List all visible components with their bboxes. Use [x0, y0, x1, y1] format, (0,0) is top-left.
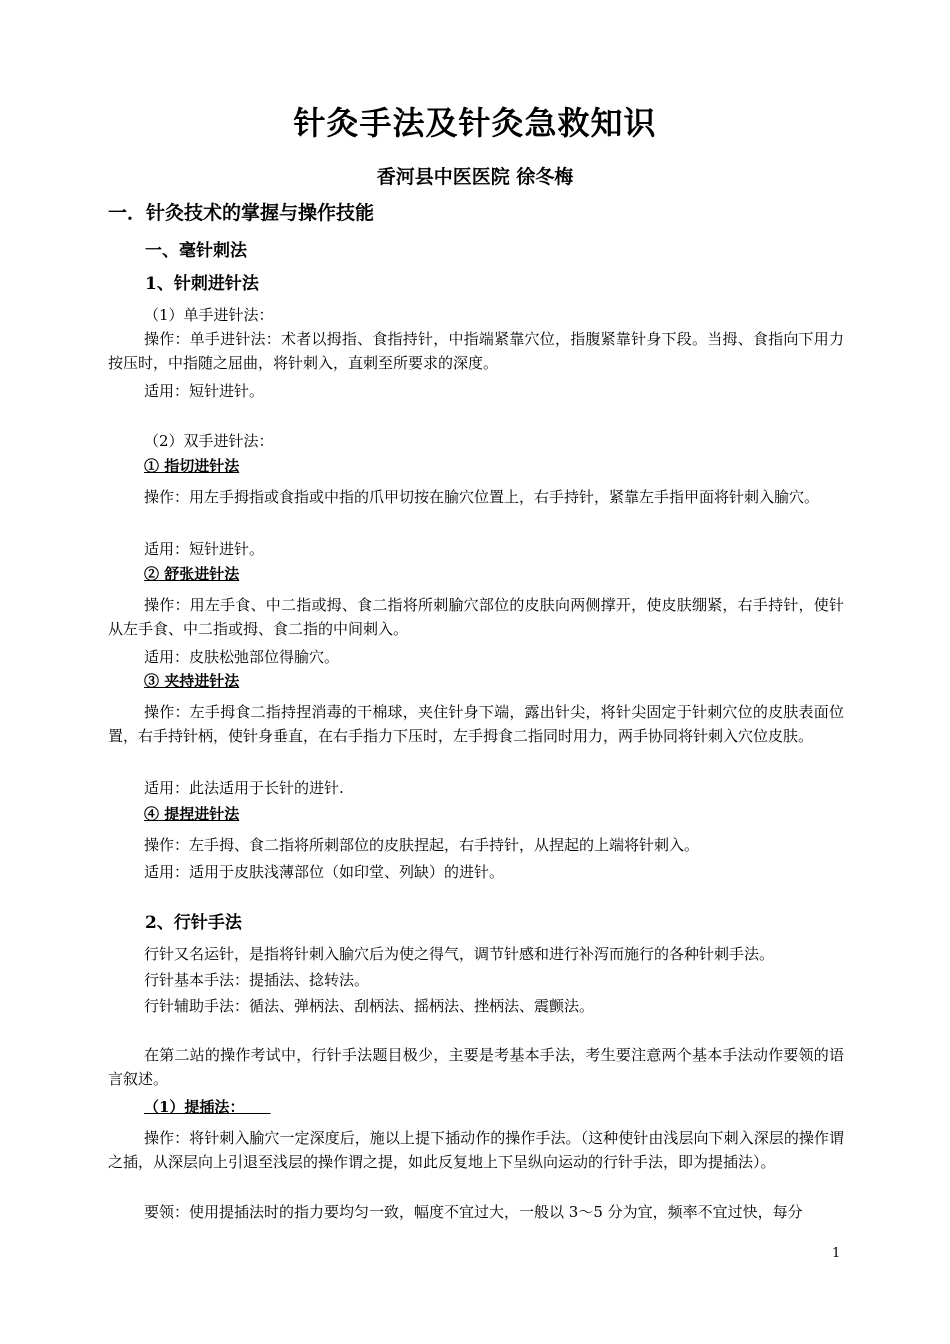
exam-note: 在第二站的操作考试中，行针手法题目极少，主要是考基本手法，考生要注意两个基本手法动作要领的语言叙述。 [108, 1046, 844, 1088]
single-hand-operation: 操作：单手进针法：术者以拇指、食指持针，中指端紧靠穴位，指腹紧靠针身下段。当拇、食指向下用力按压时，中指随之屈曲，将针刺入，直刺至所要求的深度。 [108, 330, 844, 372]
method-title-zhiqie: ① 指切进针法 [144, 457, 240, 475]
single-hand-usage: 适用：短针进针。 [144, 382, 265, 400]
page-number: 1 [832, 1246, 841, 1261]
method-title-shuzhang: ② 舒张进针法 [144, 565, 240, 583]
xingzhen-auxiliary: 行针辅助手法：循法、弹柄法、刮柄法、摇柄法、挫柄法、震颤法。 [144, 997, 595, 1015]
tichu-heading [144, 1096, 271, 1117]
method-operation-zhiqie: 操作：用左手拇指或食指或中指的爪甲切按在腧穴位置上，右手持针，紧靠左手指甲面将针刺入腧穴。 [144, 488, 820, 506]
method-usage-tinie: 适用：适用于皮肤浅薄部位（如印堂、列缺）的进针。 [144, 863, 505, 881]
method-operation-jiachi: 操作：左手拇食二指持捏消毒的干棉球，夹住针身下端，露出针尖，将针尖固定于针刺穴位的皮肤表面位置，右手持针柄，使针身垂直，在右手指力下压时，左手拇食二指同时用力，两手协同将针刺入穴位皮肤。 [108, 703, 844, 745]
method-usage-shuzhang: 适用：皮肤松弛部位得腧穴。 [144, 648, 340, 666]
section-heading-1: 一．针灸技术的掌握与操作技能 [108, 202, 375, 224]
single-hand-heading: （1）单手进针法： [144, 306, 274, 324]
double-hand-heading: （2）双手进针法： [144, 432, 274, 450]
method-usage-jiachi: 适用：此法适用于长针的进针. [144, 779, 344, 797]
document-author: 香河县中医医院 徐冬梅 [376, 166, 574, 188]
method-title-tinie: ④ 提捏进针法 [144, 805, 240, 823]
tichu-requirement: 要领：使用提插法时的指力要均匀一致，幅度不宜过大，一般以 3～5 分为宜，频率不宜过快，每分 [144, 1203, 803, 1221]
xingzhen-definition: 行针又名运针，是指将针刺入腧穴后为使之得气，调节针感和进行补泻而施行的各种针刺手法。 [144, 945, 775, 963]
xingzhen-basic: 行针基本手法：提插法、捻转法。 [144, 971, 370, 989]
subsection-heading-haozhen: 一、毫针刺法 [145, 241, 247, 261]
method-usage-zhiqie: 适用：短针进针。 [144, 540, 265, 558]
subsection-heading-jinzhen: 1、针刺进针法 [145, 274, 259, 294]
tichu-heading-text: （1）提插法： [144, 1098, 245, 1116]
tichu-operation: 操作：将针刺入腧穴一定深度后，施以上提下插动作的操作手法。（这种使针由浅层向下刺入深层的操作谓之插，从深层向上引退至浅层的操作谓之提，如此反复地上下呈纵向运动的行针手法，即为提插法）。 [108, 1129, 844, 1171]
method-title-jiachi: ③ 夹持进针法 [144, 672, 240, 690]
method-operation-tinie: 操作：左手拇、食二指将所刺部位的皮肤捏起，右手持针，从捏起的上端将针刺入。 [144, 836, 700, 854]
subsection-heading-xingzhen: 2、行针手法 [145, 913, 242, 933]
method-operation-shuzhang: 操作：用左手食、中二指或拇、食二指将所刺腧穴部位的皮肤向两侧撑开，使皮肤绷紧，右手持针，使针从左手食、中二指或拇、食二指的中间刺入。 [108, 596, 844, 638]
document-title: 针灸手法及针灸急救知识 [293, 104, 657, 142]
